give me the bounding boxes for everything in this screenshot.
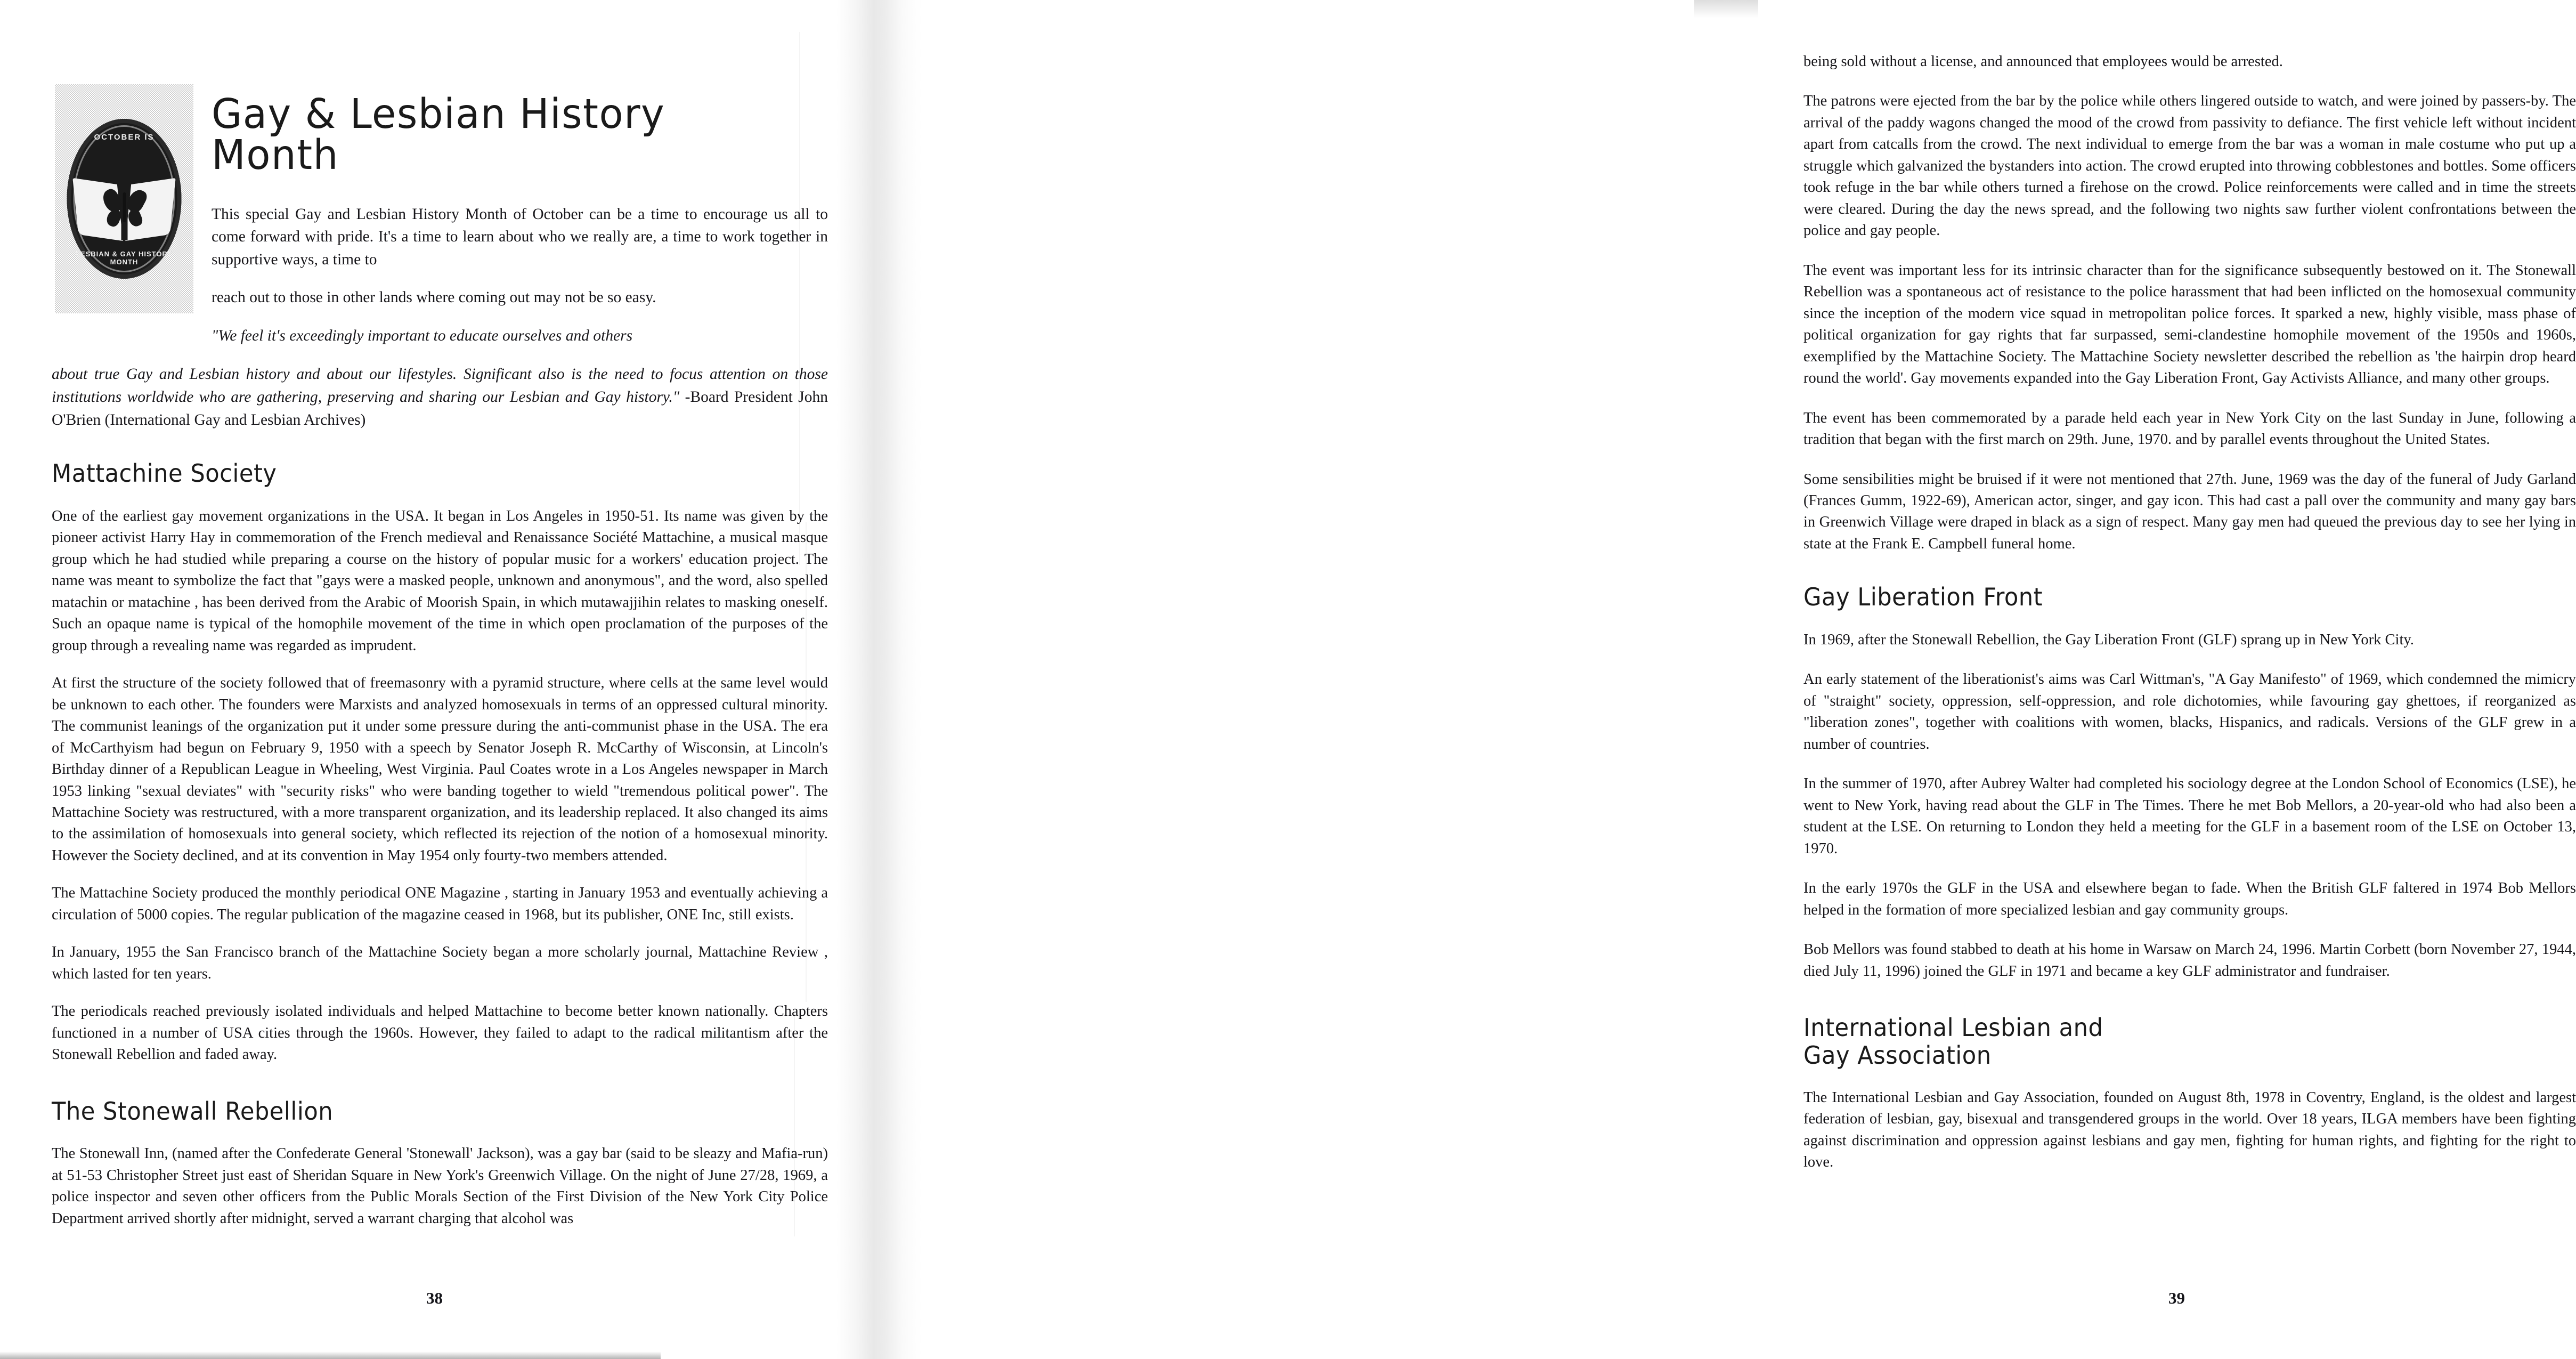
- section-heading-stonewall-rebellion: The Stonewall Rebellion: [52, 1096, 334, 1126]
- paragraph: In 1969, after the Stonewall Rebellion, the Gay Liberation Front (GLF) sprang up in New York City.: [1803, 631, 2414, 648]
- emblem-arc-top-text: OCTOBER IS: [94, 132, 155, 142]
- paragraph: In the summer of 1970, after Aubrey Walter had completed his sociology degree at the London School of Economics (LSE), he went to New York, having read about the GLF in The Times. There he met Bob Mellors, a 20-year-old who had also been a student at the LSE. On returning to London they held a meeting for the GLF in a basement room of the LSE on October 13, 1970.: [1803, 775, 2576, 857]
- page-title-line-1: Gay & Lesbian History: [212, 90, 665, 138]
- paragraph: One of the earliest gay movement organizations in the USA. It began in Los Angeles in 1950-51. Its name was given by the pioneer activist Harry Hay in commemoration of the French medieval and Renaissance Société Mattachine, a musical masque group which he had studied while preparing a course on the history of popular music for a workers' education project. The name was meant to symbolize the fact that "gays were a masked people, unknown and anonymous", and the word, also spelled matachin or matachine , has been derived from the Arabic of Moorish Spain, in which mutawajjihin relates to masking oneself. Such an opaque name is typical of the homophile movement of the time in which open proclamation of the purposes of the group through a revealing name was regarded as imprudent.: [52, 507, 828, 654]
- masthead: [52, 79, 828, 432]
- page-number-left: 38: [426, 1289, 443, 1307]
- intro-paragraph-part-1: This special Gay and Lesbian History Month of October can be a time to encourage us all to come forward with pride. It's a time to learn about who we really are, a time to work together in supportive ways, a time to: [212, 206, 828, 268]
- section-heading-mattachine-society: Mattachine Society: [52, 459, 277, 488]
- paragraph: The patrons were ejected from the bar by the police while others lingered outside to watch, and were joined by passers-by. The arrival of the paddy wagons changed the mood of the crowd from passivity to defiance. The first vehicle left without incident apart from catcalls from the crowd. The next individual to emerge from the bar was a woman in male costume who put up a struggle which galvanized the bystanders into action. The crowd erupted into throwing cobblestones and bottles. Some officers took refuge in the bar while others turned a firehose on the crowd. Police reinforcements were called and in time the streets were cleared. During the day the news spread, and the following two nights saw further violent confrontations between the police and gay people.: [1803, 93, 2576, 239]
- paragraph: The International Lesbian and Gay Association, founded on August 8th, 1978 in Coventry, England, is the oldest and largest federation of lesbian, gay, bisexual and transgendered groups in the world. Over 18 years, ILGA members have been fighting against discrimination and oppression against lesbians and gay men, fighting for human rights, and fighting for the right to love.: [1803, 1089, 2576, 1171]
- paragraph: Some sensibilities might be bruised if it were not mentioned that 27th. June, 1969 was the day of the funeral of Judy Garland (Frances Gumm, 1922-69), American actor, singer, and gay icon. This had cast a pall over the community and many gay bars in Greenwich Village were draped in black as a sign of respect. Many gay men had queued the previous day to see her lying in state at the Frank E. Campbell funeral home.: [1803, 471, 2576, 552]
- section-heading-line-2: Gay Association: [1803, 1040, 1992, 1070]
- pull-quote-line-1: "We feel it's exceedingly important to educate ourselves and others: [212, 327, 633, 344]
- pull-quote-attribution: -Board President John O'Brien (International Gay and Lesbian Archives): [52, 388, 828, 428]
- page-title-line-2: Month: [212, 131, 339, 179]
- pull-quote-body: [52, 363, 828, 431]
- paragraph: The Stonewall Inn, (named after the Confederate General 'Stonewall' Jackson), was a gay bar (said to be sleazy and Mafia-run) at 51-53 Christopher Street just east of Sheridan Square in New York's Greenwich Village. On the night of June 27/28, 1969, a police inspector and seven other officers from the Public Morals Section of the First Division of the New York City Police Department arrived shortly after midnight, served a warrant charging that alcohol was: [52, 1145, 828, 1227]
- history-month-logo: [55, 84, 193, 313]
- left-column-content: [52, 51, 828, 1229]
- paragraph: At first the structure of the society followed that of freemasonry with a pyramid structure, where cells at the same level would be unknown to each other. The founders were Marxists and analyzed homosexuals in terms of an oppressed cultural minority. The communist leanings of the organization put it under some pressure during the anti-communist phase in the USA. The era of McCarthyism had begun on February 9, 1950 with a speech by Senator Joseph R. McCarthy of Wisconsin, at Lincoln's Birthday dinner of a Republican League in Wheeling, West Virginia. Paul Coates wrote in a Los Angeles newspaper in March 1953 linking "sexual deviates" with "security risks" who were banding together to wield "tremendous political power". The Mattachine Society was restructured, with a more transparent organization, and its leadership replaced. It also changed its aims to the assimilation of homosexuals into general society, which reflected its rejection of the notion of a homosexual minority. However the Society declined, and at its convention in May 1954 only fourty-two members attended.: [52, 675, 828, 864]
- paragraph: The event has been commemorated by a parade held each year in New York City on the last Sunday in June, following a tradition that began with the first march on 29th. June, 1970. and by parallel events throughout the United States.: [1803, 409, 2576, 448]
- right-page: [884, 0, 2576, 1359]
- section-heading-gay-liberation-front: Gay Liberation Front: [1803, 583, 2043, 612]
- page-title: [212, 79, 803, 179]
- page-number-right: 39: [2168, 1289, 2185, 1307]
- paragraph: The periodicals reached previously isolated individuals and helped Mattachine to become better known nationally. Chapters functioned in a number of USA cities through the 1960s. However, they failed to adapt to the radical militantism after the Stonewall Rebellion and faded away.: [52, 1003, 828, 1063]
- right-column-content: [1803, 51, 2576, 1192]
- emblem-arc-bottom-text: LESBIAN & GAY HISTORY MONTH: [75, 249, 173, 266]
- emblem-circle: [67, 119, 182, 279]
- paragraph: In January, 1955 the San Francisco branch of the Mattachine Society began a more scholarly journal, Mattachine Review , which lasted for ten years.: [52, 944, 828, 982]
- butterfly-icon: [104, 189, 144, 226]
- paragraph: The Mattachine Society produced the monthly periodical ONE Magazine , starting in January 1953 and eventually achieving a circulation of 5000 copies. The regular publication of the magazine ceased in 1968, but its publisher, ONE Inc, still exists.: [52, 885, 828, 923]
- section-heading-line-1: International Lesbian and: [1803, 1013, 2103, 1042]
- paragraph: An early statement of the liberationist's aims was Carl Wittman's, "A Gay Manifesto" of 1969, which condemned the mimicry of "straight" society, oppression, self-oppression, and role dichotomies, while favouring gay ghettoes, if reorganized as "liberation zones", together with coalitions with women, blacks, Hispanics, and radicals. Versions of the GLF grew in a number of countries.: [1803, 671, 2576, 753]
- pull-quote-text: about true Gay and Lesbian history and about our lifestyles. Significant also is the need to focus attention on those institutions worldwide who are gathering, preserving and sharing our Lesbian and Gay history.": [52, 366, 828, 406]
- section-heading-international-lesbian-and-gay-association: [1803, 1014, 2530, 1069]
- paragraph: The event was important less for its intrinsic character than for the significance subsequently bestowed on it. The Stonewall Rebellion was a spontaneous act of resistance to the police harassment that had been inflicted on the homosexual community since the inception of the modern vice squad in metropolitan police forces. It sparked a new, highly visible, mass phase of political organization for gay rights that far surpassed, semi-clandestine homophile movement of the 1950s and 1960s, exemplified by the Mattachine Society. The Mattachine Society newsletter described the rebellion as 'the hairpin drop heard round the world'. Gay movements expanded into the Gay Liberation Front, Gay Activists Alliance, and many other groups.: [1803, 262, 2576, 387]
- paragraph: Bob Mellors was found stabbed to death at his home in Warsaw on March 24, 1996. Martin Corbett (born November 27, 1944, died July 11, 1996) joined the GLF in 1971 and became a key GLF administrator and fundraiser.: [1803, 941, 2576, 980]
- intro-paragraph-part-2: reach out to those in other lands where coming out may not be so easy.: [212, 289, 656, 306]
- paragraph-continuation: being sold without a license, and announced that employees would be arrested.: [1803, 53, 2283, 70]
- left-page: [0, 0, 874, 1359]
- paragraph: In the early 1970s the GLF in the USA and elsewhere began to fade. When the British GLF faltered in 1974 Bob Mellors helped in the formation of more specialized lesbian and gay community groups.: [1803, 880, 2576, 918]
